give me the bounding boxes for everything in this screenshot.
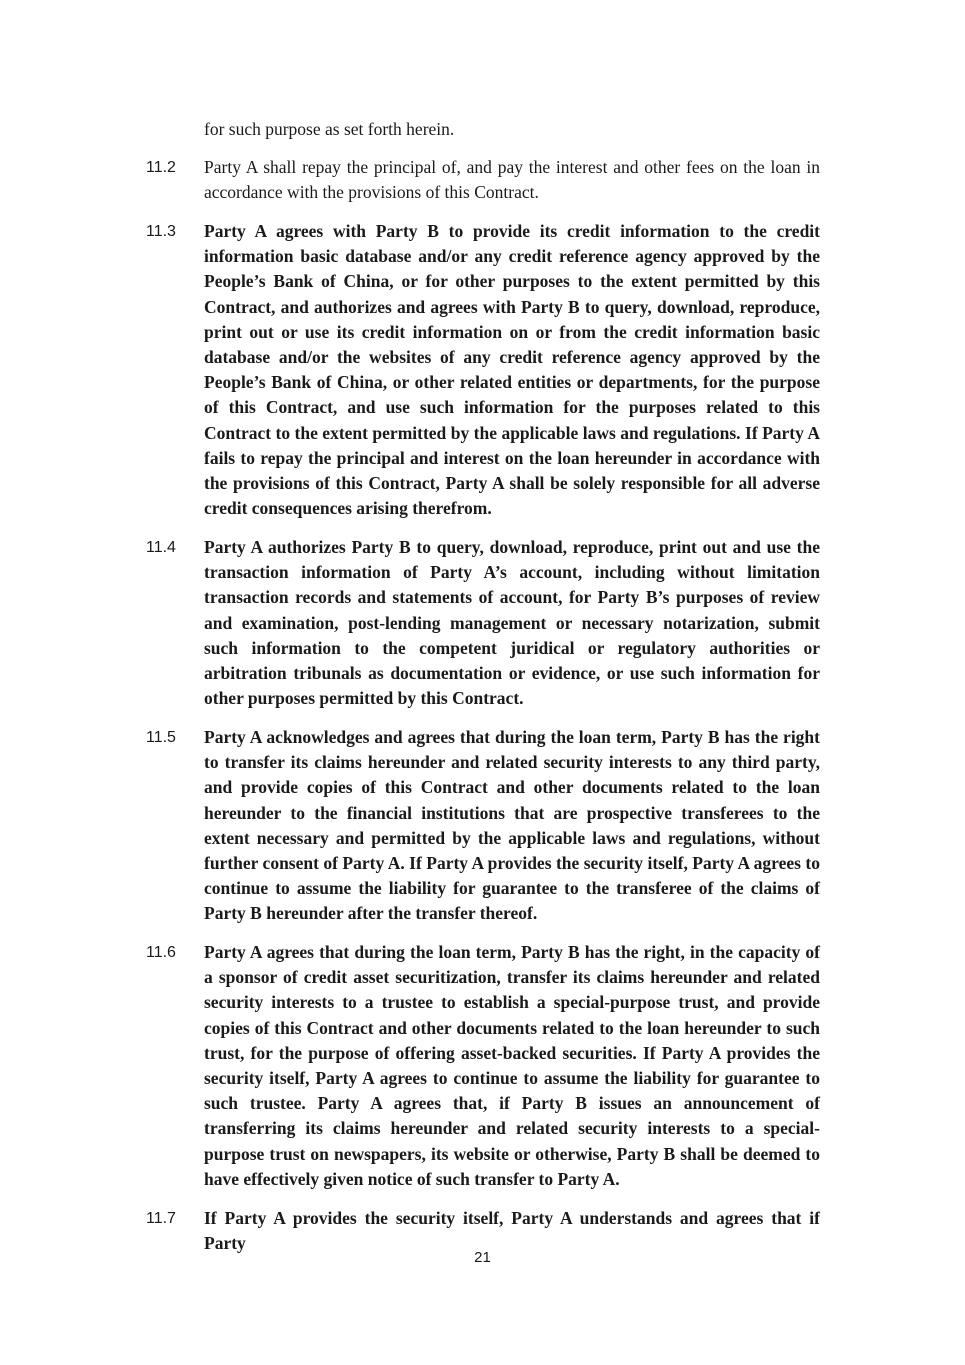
clause-number: 11.7 (146, 1210, 176, 1227)
clause-number: 11.5 (146, 729, 176, 746)
clause-text: Party A authorizes Party B to query, download, reproduce, print out and use the transaction information of Party A’s account, including without limitation transaction records and statements of account, for Party B’s purposes of review and examination, post-lending management or necessary notarization, submit such information to the competent juridical or regulatory authorities or arbitration tribunals as documentation or evidence, or use such information for other purposes permitted by this Contract. (204, 537, 820, 709)
clause-text: Party A agrees with Party B to provide its credit information to the credit information basic database and/or any credit reference agency approved by the People’s Bank of China, or for other purposes to the extent permitted by this Contract, and authorizes and agrees with Party B to query, download, reproduce, print out or use its credit information on or from the credit information basic database and/or the websites of any credit reference agency approved by the People’s Bank of China, or other related entities or departments, for the purpose of this Contract, and use such information for the purposes related to this Contract to the extent permitted by the applicable laws and regulations. If Party A fails to repay the principal and interest on the loan hereunder in accordance with the provisions of this Contract, Party A shall be solely responsible for all adverse credit consequences arising therefrom. (204, 221, 820, 519)
clause-text: Party A agrees that during the loan term, Party B has the right, in the capacity of a sponsor of credit asset securitization, transfer its claims hereunder and related security interests to a trustee to establish a special-purpose trust, and provide copies of this Contract and other documents related to the loan hereunder to such trust, for the purpose of offering asset-backed securities. If Party A provides the security itself, Party A agrees to continue to assume the liability for guarantee to such trustee. Party A agrees that, if Party B issues an announcement of transferring its claims hereunder and related security interests to a special-purpose trust on newspapers, its website or otherwise, Party B shall be deemed to have effectively given notice of such transfer to Party A. (204, 942, 820, 1189)
clause-text: Party A shall repay the principal of, and pay the interest and other fees on the loan in accordance with the provisions of this Contract. (204, 157, 820, 203)
clause-11-2 (146, 155, 820, 205)
clause-number: 11.2 (146, 159, 176, 176)
clause-11-6 (146, 940, 820, 1192)
clause-11-4 (146, 535, 820, 711)
clause-text: If Party A provides the security itself, Party A understands and agrees that if Party (204, 1208, 820, 1254)
clause-11-5 (146, 725, 820, 927)
clause-number: 11.4 (146, 539, 176, 556)
page-number: 21 (474, 1249, 491, 1266)
clause-number: 11.3 (146, 223, 176, 240)
continuation-paragraph: for such purpose as set forth herein. (204, 119, 455, 139)
clause-number: 11.6 (146, 944, 176, 961)
clause-text: Party A acknowledges and agrees that during the loan term, Party B has the right to transfer its claims hereunder and related security interests to any third party, and provide copies of this Contract and other documents related to the loan hereunder to the financial institutions that are prospective transferees to the extent necessary and permitted by the applicable laws and regulations, without further consent of Party A. If Party A provides the security itself, Party A agrees to continue to assume the liability for guarantee to the transferee of the claims of Party B hereunder after the transfer thereof. (204, 727, 820, 924)
clause-11-3 (146, 219, 820, 521)
